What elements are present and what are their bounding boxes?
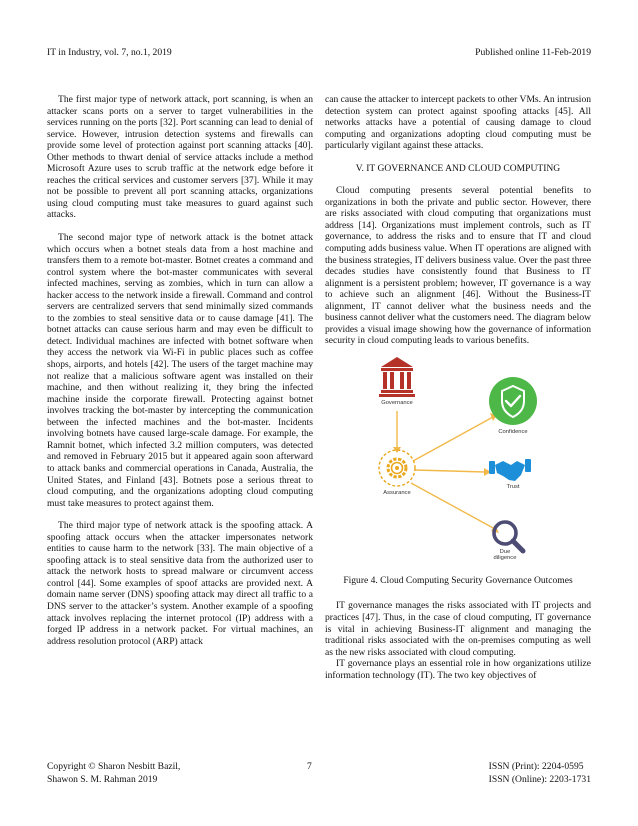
paragraph-cloud-benefits: Cloud computing presents several potential benefits to organizations in both the private and public sector. However, there are risks associated with cloud computing that organizations must address [14]. Organizations must implement controls, such as IT governance, to address the risks and to ensure that IT and cloud computing adds business value. When IT operations are aligned with the business strategies, IT delivers business value. Over the past three decades studies have consistently found that Business to IT alignment is a persistent problem; however, IT governance is a way to achieve such an alignment [46]. Without the Business-IT alignment, IT cannot deliver what the business needs and the business cannot deliver what the customers need. The diagram below provides a visual image showing how the governance of information security in cloud computing leads to various benefits. <box>325 185 592 347</box>
published-date: Published online 11-Feb-2019 <box>475 47 591 58</box>
label-due-diligence-line2: diligence <box>493 555 517 562</box>
left-column <box>47 94 313 647</box>
bank-building-icon <box>379 357 415 397</box>
check-shield-icon <box>489 377 537 425</box>
magnifier-icon <box>494 522 523 551</box>
paragraph-it-governance-risks: IT governance manages the risks associated with IT projects and practices [47]. Thus, in the case of cloud computing, IT governance is vital in achieving Business-IT alignment and managing the traditional risks associated with the on-premises computing as well as the new risks associated with cloud computing. <box>325 600 591 658</box>
governance-outcomes-diagram <box>325 353 591 571</box>
diagram-graphics <box>325 353 591 571</box>
issn-print: ISSN (Print): 2204-0595 <box>488 761 584 772</box>
paragraph-spoofing: The third major type of network attack is the spoofing attack. A spoofing attack occurs when the attacker impersonates network entities to cause harm to the network [33]. The main objective of a spoofing attack is to steal sensitive data from the authorized user to attack the network hosts to spread malware or circumvent access control [44]. Some examples of spoof attacks are provided next. A domain name server (DNS) spoofing attack may direct all traffic to a DNS server to the attacker’s system. Another example of a spoofing attack involves replacing the internet protocol (IP) address with a forged IP address in a network packet. For virtual machines, an address resolution protocol (ARP) attack <box>47 520 313 647</box>
paragraph-spoofing-cont: can cause the attacker to intercept packets to other VMs. An intrusion detection system can protect against spoofing attacks [45]. All networks attacks have a potential of causing damage to cloud computing and organizations adopting cloud computing must be particularly vigilant against these attacks. <box>325 94 591 152</box>
authors-line: Shawon S. M. Rahman 2019 <box>47 773 158 785</box>
footer-issn <box>489 761 591 787</box>
paragraph-botnet: The second major type of network attack is the botnet attack which occurs when a botnet steals data from a host machine and transfers them to a remote bot-master. Botnet creates a command and control system where the bot-master communicates with several infected machines, serving as zombies, which in turn can allow a hacker access to the network inside a firewall. Command and control servers are centralized servers that send minimally sized commands to the zombies to steal sensitive data or to cause damage [41]. The botnet attacks can cause serious harm and may even be difficult to detect. Individual machines are infected with botnet software when they access the network via Wi-Fi in public places such as coffee shops, airports, and hotels [42]. The users of the target machine may not realize that a malicious software agent was installed on their machine, and then without realizing it, they bring the infected machine inside the corporate firewall. Protecting against botnet involves tracking the bot-master by intercepting the communication between the infected machines and the bot-master. Incidents involving botnets have caused large-scale damage. For example, the Ramnit botnet, which infected 3.2 million computers, was detected and removed in February 2015 but it appeared again soon afterward to attack banks and commercial operations in Canada, Australia, the United States, and Finland [43]. Botnets pose a serious threat to cloud computing, and the organizations adopting cloud computing must take measures to protect against them. <box>47 232 313 509</box>
journal-header: IT in Industry, vol. 7, no.1, 2019 <box>47 47 172 58</box>
label-trust: Trust <box>506 483 520 490</box>
page-number: 7 <box>307 761 312 772</box>
gear-cog-icon <box>379 450 415 486</box>
label-due-diligence <box>483 549 527 562</box>
label-due-diligence-line1: Due <box>499 548 511 555</box>
label-confidence: Confidence <box>498 428 528 435</box>
issn-online: ISSN (Online): 2203-1731 <box>488 773 591 785</box>
section-heading: V. IT GOVERNANCE AND CLOUD COMPUTING <box>355 162 561 174</box>
connector-assurance-confidence <box>413 417 493 461</box>
right-column <box>325 94 591 681</box>
handshake-icon <box>489 459 531 481</box>
paragraph-port-scanning: The first major type of network attack, port scanning, is when an attacker scans ports on a server to target vulnerabilities in the services running on the ports [32]. Port scanning can lead to denial of service. However, intrusion detection systems and firewalls can provide some level of protection against port scanning attacks [40]. Other methods to thwart denial of service attacks include a method Microsoft Azure uses to scrub traffic at the network edge before it reaches the critical services and customer servers [37]. While it may not be possible to prevent all port scanning attacks, organizations using cloud computing must take measures to guard against such attacks. <box>47 94 313 221</box>
label-governance: Governance <box>381 399 413 406</box>
paragraph-it-governance-role: IT governance plays an essential role in how organizations utilize information technology (IT). The two key objectives of <box>325 658 591 681</box>
label-assurance: Assurance <box>383 489 411 496</box>
connector-assurance-trust <box>415 470 485 472</box>
copyright-line: Copyright © Sharon Nesbitt Bazil, <box>47 761 181 772</box>
connector-lines <box>393 411 499 533</box>
footer-copyright <box>47 761 180 787</box>
figure-caption: Figure 4. Cloud Computing Security Governance Outcomes <box>343 574 573 586</box>
